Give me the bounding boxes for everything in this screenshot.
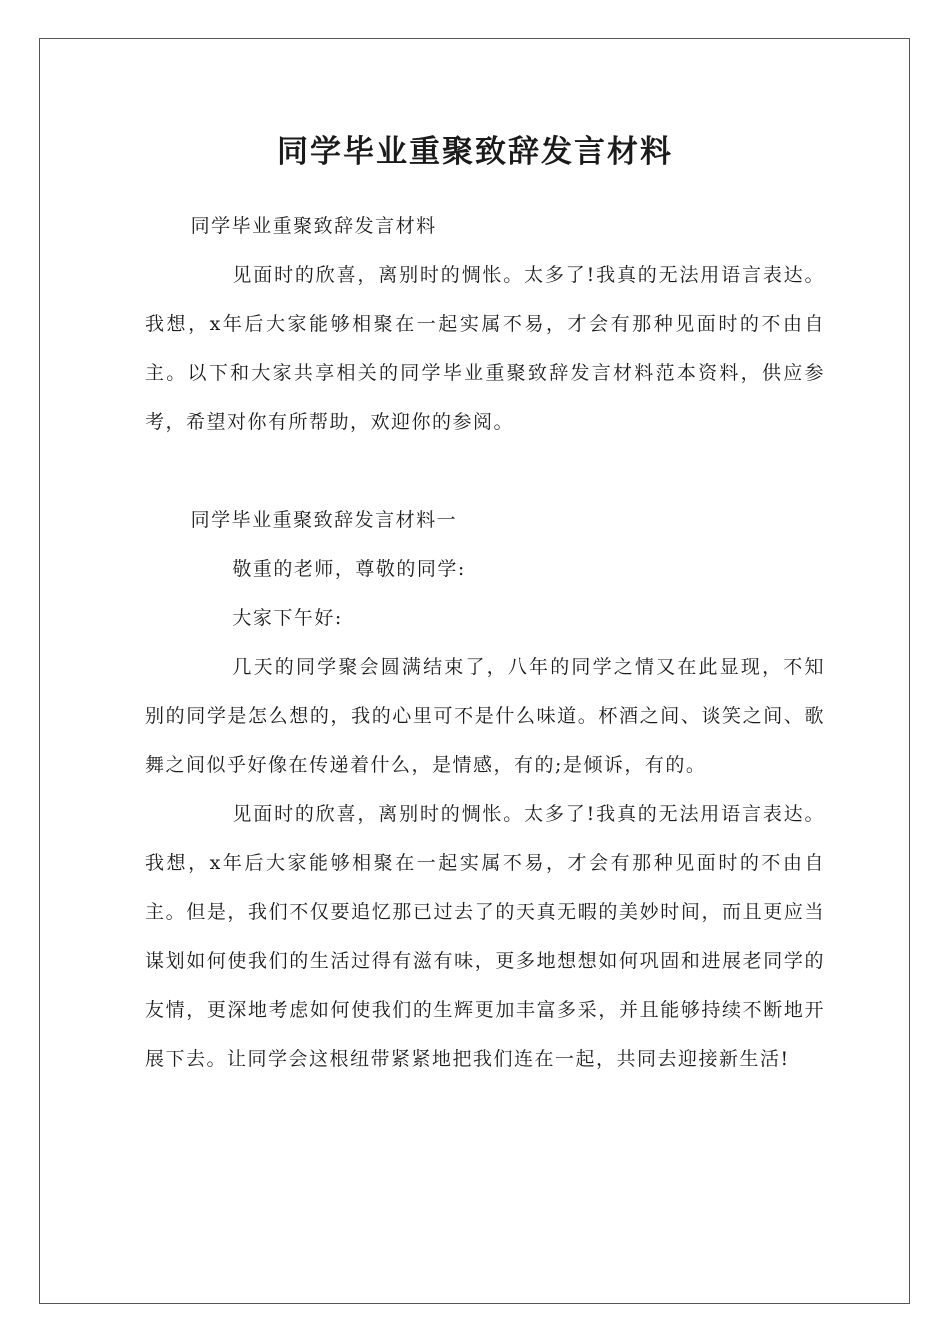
paragraph-gap — [145, 447, 825, 496]
salutation: 敬重的老师，尊敬的同学: — [232, 558, 466, 580]
paragraph-body-2: 见面时的欣喜，离别时的惆怅。太多了!我真的无法用语言表达。我想，x年后大家能够相聚在一起实属不易，才会有那种见面时的不由自主。但是，我们不仅要追忆那已过去了的天真无暇的美妙时间，而且更应当谋划如何使我们的生活过得有滋有味，更多地想想如何巩固和进展老同学的友情，更深地考虑如何使我们的生辉更加丰富多采，并且能够持续不断地开展下去。让同学会这根纽带紧紧地把我们连在一起，共同去迎接新生活! — [145, 803, 825, 1070]
document-body — [145, 202, 825, 1084]
section-heading: 同学毕业重聚致辞发言材料一 — [190, 509, 458, 531]
paragraph-body-1: 几天的同学聚会圆满结束了，八年的同学之情又在此显现，不知别的同学是怎么想的，我的心里可不是什么味道。杯酒之间、谈笑之间、歌舞之间似乎好像在传递着什么，是情感，有的;是倾诉，有的。 — [145, 656, 825, 776]
document-title: 同学毕业重聚致辞发言材料 — [277, 134, 673, 170]
paragraph-subtitle: 同学毕业重聚致辞发言材料 — [190, 215, 437, 237]
greeting: 大家下午好: — [232, 607, 343, 629]
paragraph-intro: 见面时的欣喜，离别时的惆怅。太多了!我真的无法用语言表达。我想，x年后大家能够相聚在一起实属不易，才会有那种见面时的不由自主。以下和大家共享相关的同学毕业重聚致辞发言材料范本资料，供应参考，希望对你有所帮助，欢迎你的参阅。 — [145, 264, 825, 433]
